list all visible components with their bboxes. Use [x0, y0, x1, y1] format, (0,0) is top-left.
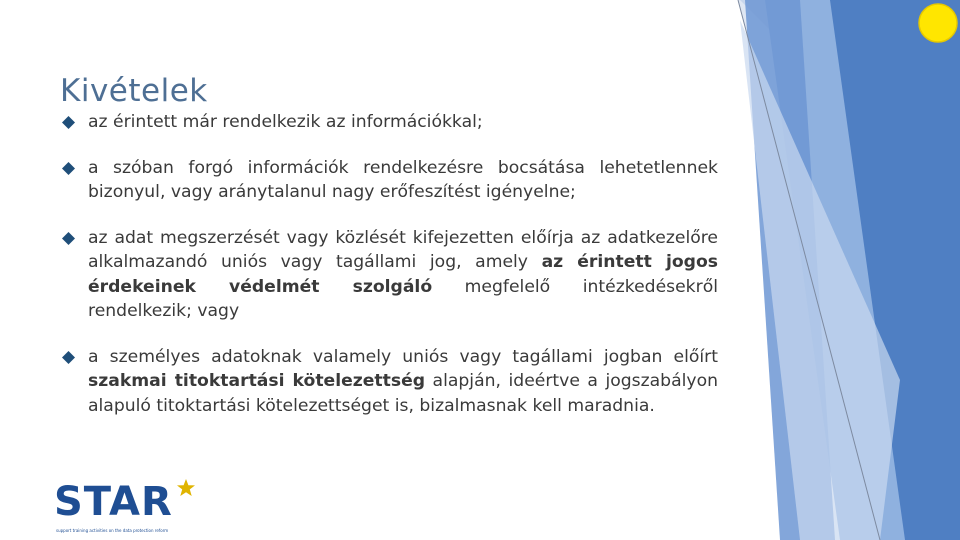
bullet-text-part: alapján, ideértve a jogszabályon alapuló titoktartási kötelezettséget is, bizalmasnak kell maradnia.	[88, 371, 718, 416]
diamond-bullet-icon	[62, 351, 75, 364]
bullet-item-4	[62, 345, 718, 419]
star-icon	[176, 478, 196, 498]
bullet-text	[88, 228, 718, 322]
bullet-text-part: az érintett már rendelkezik az információkkal;	[88, 112, 483, 132]
logo-wordmark: STAR	[54, 479, 173, 525]
bullet-item-3	[62, 226, 718, 324]
bullet-text	[88, 158, 718, 203]
bullet-list	[62, 110, 718, 439]
bullet-text	[88, 347, 718, 416]
bullet-text-bold: az érintett jogos érdekeinek védelmét szolgáló	[88, 252, 718, 297]
bullet-text	[88, 112, 483, 132]
slide-title: Kivételek	[60, 72, 208, 109]
diamond-bullet-icon	[62, 116, 75, 129]
sun-icon	[917, 2, 959, 44]
bullet-text-part: az adat megszerzését vagy közlését kifejezetten előírja az adatkezelőre alkalmazandó uniós vagy tagállami jog, amely	[88, 227, 718, 272]
bullet-item-2	[62, 156, 718, 205]
star-logo	[52, 478, 202, 540]
bullet-text-bold: szakmai titoktartási kötelezettség	[88, 371, 426, 391]
bullet-text-part: a szóban forgó információk rendelkezésre bocsátása lehetetlennek bizonyul, vagy aránytalanul nagy erőfeszítést igényelne;	[88, 157, 718, 202]
bullet-item-1	[62, 110, 718, 135]
bullet-text-part: a személyes adatoknak valamely uniós vagy tagállami jogban előírt	[88, 346, 718, 367]
diamond-bullet-icon	[62, 232, 75, 245]
bullet-text-part: megfelelő intézkedésekről rendelkezik; vagy	[88, 276, 718, 321]
logo-tagline: support training activities on the data protection reform	[56, 528, 169, 533]
diamond-bullet-icon	[62, 162, 75, 175]
